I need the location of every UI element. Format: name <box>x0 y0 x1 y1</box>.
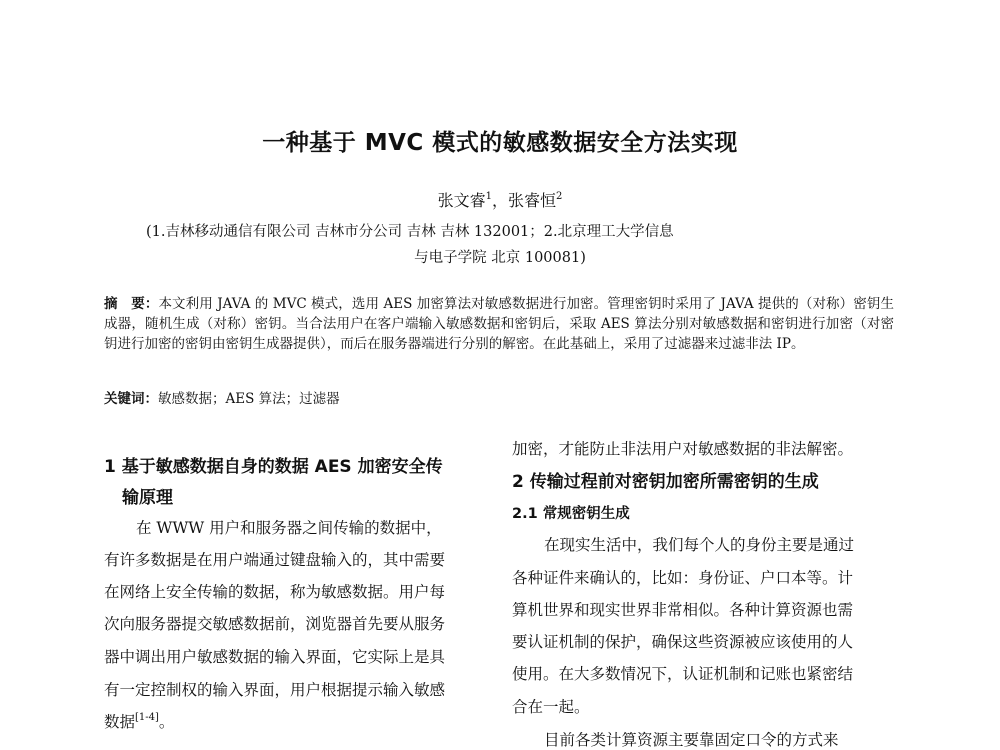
affiliation-line-2: 与电子学院 北京 100081) <box>414 250 586 266</box>
left-body-line: 在 WWW 用户和服务器之间传输的数据中， <box>136 519 442 537</box>
abstract-label: 摘 要： <box>104 296 159 312</box>
author-1: 张文睿 <box>437 191 486 210</box>
right-body-line: 在现实生活中，我们每个人的身份主要是通过 <box>544 536 855 554</box>
section-2-1-heading: 2.1 常规密钥生成 <box>512 506 630 522</box>
left-body-line: 次向服务器提交敏感数据前，浏览器首先要从服务 <box>104 615 446 633</box>
left-body-line: 器中调出用户敏感数据的输入界面，它实际上是具 <box>104 648 446 666</box>
paper-title: 一种基于 MVC 模式的敏感数据安全方法实现 <box>262 130 738 156</box>
section-1-heading-line-1: 1 基于敏感数据自身的数据 AES 加密安全传 <box>104 457 443 477</box>
keywords-label: 关键词： <box>104 391 158 407</box>
left-last-punct: 。 <box>158 713 175 731</box>
left-body-last-line <box>104 710 174 732</box>
right-cut-line: 目前各类计算资源主要靠固定口令的方式来 <box>544 731 839 749</box>
abstract <box>104 294 894 354</box>
author-separator: ， <box>491 191 508 210</box>
author-2-affil-mark: 2 <box>556 191 563 202</box>
keywords <box>104 387 340 407</box>
right-body-line: 合在一起。 <box>512 698 590 716</box>
left-body-line: 有许多数据是在用户端通过键盘输入的，其中需要 <box>104 551 446 569</box>
right-body-line: 使用。在大多数情况下，认证机制和记账也紧密结 <box>512 665 854 683</box>
author-1-affil-mark: 1 <box>485 191 492 202</box>
section-2-heading: 2 传输过程前对密钥加密所需密钥的生成 <box>512 472 819 492</box>
left-body-line: 有一定控制权的输入界面，用户根据提示输入敏感 <box>104 681 446 699</box>
right-continuation-line: 加密，才能防止非法用户对敏感数据的非法解密。 <box>512 440 854 458</box>
affiliation-line-1: (1.吉林移动通信有限公司 吉林市分公司 吉林 吉林 132001；2.北京理工大学信息 <box>146 224 674 240</box>
left-last-text: 数据 <box>104 713 136 731</box>
author-2: 张睿恒 <box>508 191 557 210</box>
section-1-heading-line-2: 输原理 <box>122 488 173 508</box>
citation-ref: [1-4] <box>135 712 159 723</box>
right-body-line: 要认证机制的保护，确保这些资源被应该使用的人 <box>512 633 854 651</box>
right-body-line: 算机世界和现实世界非常相似。各种计算资源也需 <box>512 601 854 619</box>
keywords-text: 敏感数据；AES 算法；过滤器 <box>158 391 340 407</box>
author-line <box>0 188 1000 211</box>
abstract-text: 本文利用 JAVA 的 MVC 模式，选用 AES 加密算法对敏感数据进行加密。管理密钥时采用了 JAVA 提供的（对称）密钥生成器，随机生成（对称）密钥。当合法用户在客户端输入敏感数据和密钥后，采取 AES 算法分别对敏感数据和密钥进行加密（对密钥进行加密的密钥由密钥生成器提供），而后在服务器端进行分别的解密。在此基础上，采用了过滤器来过滤非法 IP。 <box>104 296 894 352</box>
right-body-line: 各种证件来确认的，比如：身份证、户口本等。计 <box>512 569 854 587</box>
left-body-line: 在网络上安全传输的数据，称为敏感数据。用户每 <box>104 583 446 601</box>
